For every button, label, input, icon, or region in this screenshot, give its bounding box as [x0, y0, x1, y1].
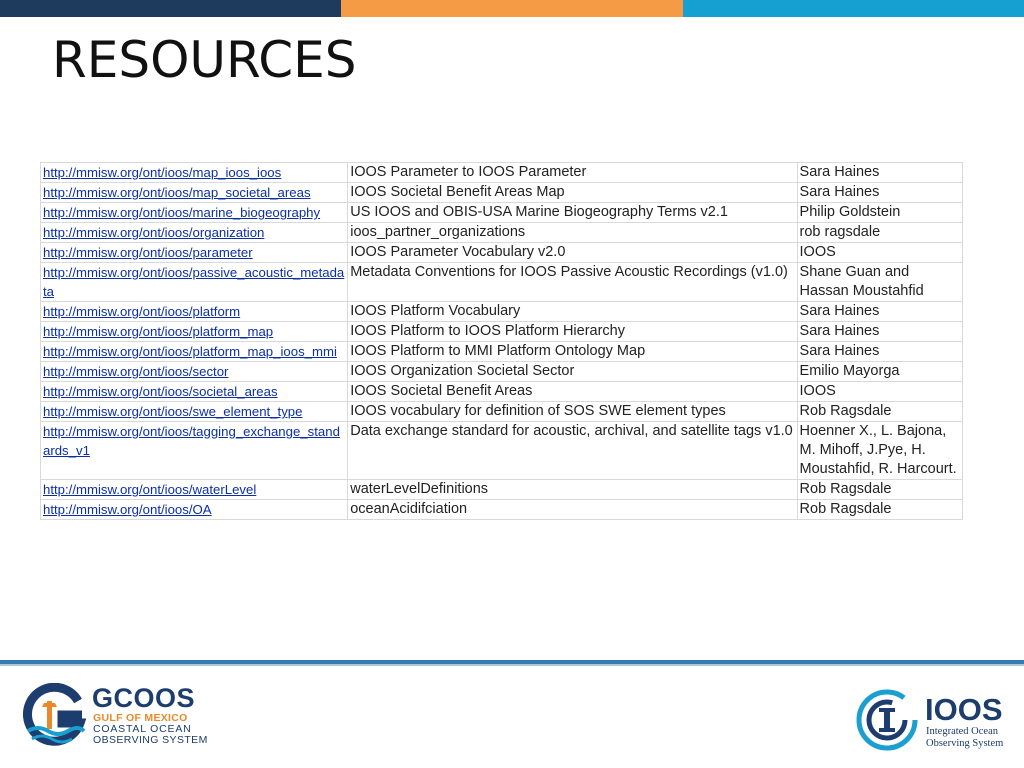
table-row [41, 362, 963, 382]
resource-author-cell: Sara Haines [797, 322, 962, 342]
ioos-brand-text: IOOS [925, 692, 1003, 727]
table-row [41, 480, 963, 500]
resource-link[interactable]: http://mmisw.org/ont/ioos/platform_map_ioos_mmi [43, 344, 337, 359]
resource-name-cell: waterLevelDefinitions [348, 480, 797, 500]
resource-name-cell: IOOS Platform to MMI Platform Ontology Map [348, 342, 797, 362]
resource-author-cell: Sara Haines [797, 342, 962, 362]
resource-name-cell: IOOS Societal Benefit Areas [348, 382, 797, 402]
table-row [41, 302, 963, 322]
ioos-line2: Observing System [926, 738, 1004, 749]
top-color-bar [0, 0, 1024, 17]
ioos-logo [855, 688, 1015, 758]
resources-table [40, 162, 963, 520]
resource-link[interactable]: http://mmisw.org/ont/ioos/societal_areas [43, 384, 278, 399]
table-row [41, 243, 963, 263]
table-row [41, 322, 963, 342]
resource-name-cell: IOOS Parameter Vocabulary v2.0 [348, 243, 797, 263]
resource-author-cell: Sara Haines [797, 302, 962, 322]
resource-name-cell: oceanAcidifciation [348, 500, 797, 520]
table-row [41, 223, 963, 243]
resource-author-cell: IOOS [797, 243, 962, 263]
table-row [41, 342, 963, 362]
resource-author-cell: Rob Ragsdale [797, 500, 962, 520]
table-row [41, 422, 963, 480]
url-cell [41, 322, 348, 342]
resource-author-cell: rob ragsdale [797, 223, 962, 243]
resource-author-cell: Rob Ragsdale [797, 480, 962, 500]
url-cell [41, 500, 348, 520]
resource-author-cell: Sara Haines [797, 163, 962, 183]
resource-name-cell: IOOS Organization Societal Sector [348, 362, 797, 382]
top-bar-orange-segment [341, 0, 683, 17]
resource-link[interactable]: http://mmisw.org/ont/ioos/OA [43, 502, 212, 517]
resource-link[interactable]: http://mmisw.org/ont/ioos/parameter [43, 245, 253, 260]
url-cell [41, 302, 348, 322]
gcoos-g-logo-icon [22, 683, 88, 749]
resource-link[interactable]: http://mmisw.org/ont/ioos/map_ioos_ioos [43, 165, 282, 180]
url-cell [41, 402, 348, 422]
url-cell [41, 422, 348, 480]
resource-link[interactable]: http://mmisw.org/ont/ioos/marine_biogeography [43, 205, 321, 220]
resource-link[interactable]: http://mmisw.org/ont/ioos/swe_element_type [43, 404, 303, 419]
url-cell [41, 480, 348, 500]
resource-name-cell: IOOS Platform to IOOS Platform Hierarchy [348, 322, 797, 342]
resource-link[interactable]: http://mmisw.org/ont/ioos/tagging_exchange_standards_v1 [43, 424, 340, 458]
resource-link[interactable]: http://mmisw.org/ont/ioos/platform_map [43, 324, 274, 339]
ioos-circle-logo-icon [855, 688, 919, 752]
url-cell [41, 203, 348, 223]
resource-author-cell: Shane Guan and Hassan Moustahfid [797, 263, 962, 302]
table-row [41, 183, 963, 203]
gcoos-line2: COASTAL OCEAN [93, 723, 192, 735]
table-row [41, 203, 963, 223]
resource-name-cell: IOOS Societal Benefit Areas Map [348, 183, 797, 203]
resource-link[interactable]: http://mmisw.org/ont/ioos/passive_acoustic_metadata [43, 265, 345, 299]
url-cell [41, 243, 348, 263]
gcoos-line3: OBSERVING SYSTEM [93, 734, 208, 746]
url-cell [41, 362, 348, 382]
page-title: RESOURCES [52, 31, 357, 89]
url-cell [41, 342, 348, 362]
resource-name-cell: ioos_partner_organizations [348, 223, 797, 243]
resource-name-cell: IOOS Parameter to IOOS Parameter [348, 163, 797, 183]
url-cell [41, 263, 348, 302]
resource-link[interactable]: http://mmisw.org/ont/ioos/platform [43, 304, 241, 319]
url-cell [41, 223, 348, 243]
top-bar-navy-segment [0, 0, 341, 17]
resources-table-body [41, 163, 963, 520]
resource-link[interactable]: http://mmisw.org/ont/ioos/organization [43, 225, 265, 240]
resource-author-cell: Rob Ragsdale [797, 402, 962, 422]
url-cell [41, 163, 348, 183]
resource-name-cell: IOOS vocabulary for definition of SOS SWE element types [348, 402, 797, 422]
resource-name-cell: IOOS Platform Vocabulary [348, 302, 797, 322]
resource-link[interactable]: http://mmisw.org/ont/ioos/map_societal_areas [43, 185, 311, 200]
resource-link[interactable]: http://mmisw.org/ont/ioos/waterLevel [43, 482, 257, 497]
resource-author-cell: IOOS [797, 382, 962, 402]
gcoos-logo [22, 683, 222, 753]
resource-name-cell: Data exchange standard for acoustic, archival, and satellite tags v1.0 [348, 422, 797, 480]
url-cell [41, 382, 348, 402]
resource-author-cell: Emilio Mayorga [797, 362, 962, 382]
footer-divider-light [0, 664, 1024, 666]
gcoos-line1: GULF OF MEXICO [93, 712, 188, 724]
ioos-line1: Integrated Ocean [926, 726, 998, 737]
resource-name-cell: US IOOS and OBIS-USA Marine Biogeography Terms v2.1 [348, 203, 797, 223]
table-row [41, 263, 963, 302]
table-row [41, 163, 963, 183]
resource-author-cell: Philip Goldstein [797, 203, 962, 223]
resource-name-cell: Metadata Conventions for IOOS Passive Acoustic Recordings (v1.0) [348, 263, 797, 302]
resource-author-cell: Sara Haines [797, 183, 962, 203]
resource-author-cell: Hoenner X., L. Bajona, M. Mihoff, J.Pye, H. Moustahfid, R. Harcourt. [797, 422, 962, 480]
url-cell [41, 183, 348, 203]
table-row [41, 402, 963, 422]
table-row [41, 382, 963, 402]
gcoos-brand-text: GCOOS [92, 683, 196, 713]
top-bar-blue-segment [683, 0, 1024, 17]
table-row [41, 500, 963, 520]
resource-link[interactable]: http://mmisw.org/ont/ioos/sector [43, 364, 229, 379]
